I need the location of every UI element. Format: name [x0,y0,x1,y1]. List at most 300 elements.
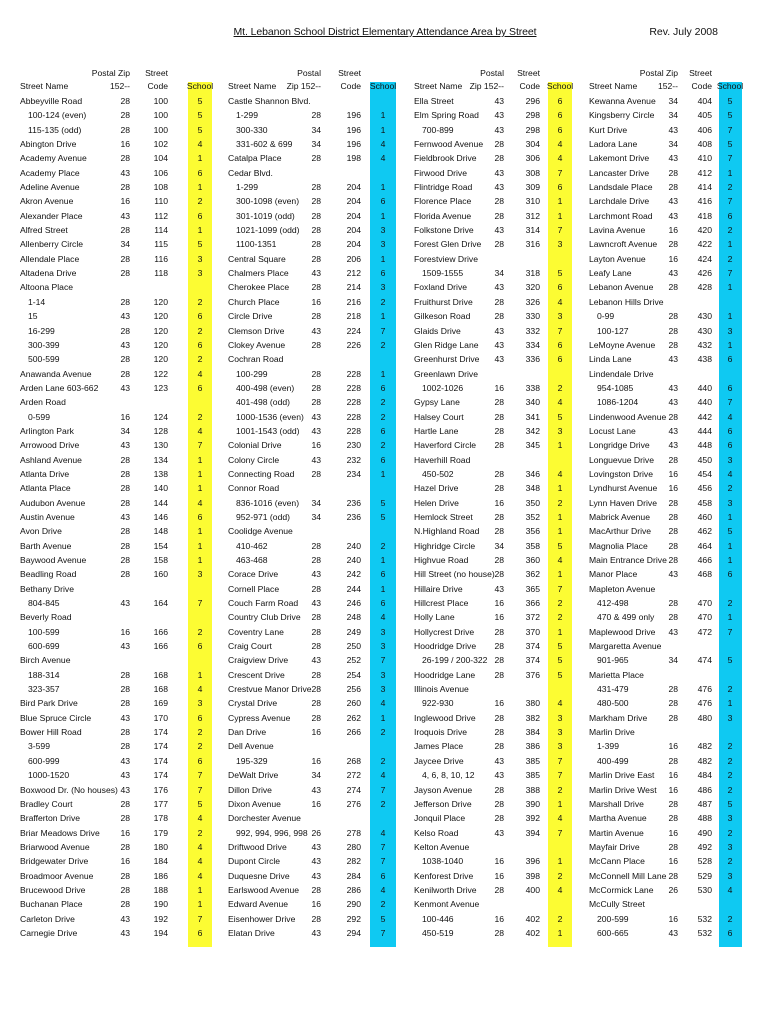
street-name: Lebanon Avenue [589,282,654,293]
street-name: 300-330 [236,124,268,135]
header-postal-zip-prefix: Zip 152-- [286,81,321,91]
school-number: 7 [197,770,203,781]
header-postal-zip-prefix: Zip 152-- [469,81,504,91]
school-number: 2 [380,397,386,408]
postal-zip: 16 [120,827,130,838]
street-name: Barth Avenue [20,540,72,551]
school-number: 2 [197,827,203,838]
postal-zip: 28 [668,813,678,824]
street-code: 122 [153,368,168,379]
postal-zip: 43 [494,755,504,766]
school-number: 1 [197,182,203,193]
street-code: 342 [525,425,540,436]
street-name: Ashland Avenue [20,454,82,465]
postal-zip: 28 [120,225,130,236]
postal-zip: 28 [494,526,504,537]
postal-zip: 28 [311,712,321,723]
postal-zip: 28 [120,296,130,307]
street-name: Helen Drive [414,497,459,508]
street-name: Halsey Court [414,411,464,422]
postal-zip: 43 [494,124,504,135]
street-code: 174 [153,770,168,781]
street-code: 430 [697,311,712,322]
school-number: 4 [727,468,733,479]
postal-zip: 28 [311,684,321,695]
postal-zip: 43 [668,397,678,408]
postal-zip: 28 [494,669,504,680]
table-row [0,266,770,280]
street-code: 158 [153,555,168,565]
street-name: 400-498 (even) [236,382,295,393]
street-code: 292 [346,913,361,924]
school-number: 1 [197,225,203,236]
school-number: 1 [557,210,563,221]
postal-zip: 28 [494,927,504,938]
street-name: Colony Circle [228,454,280,465]
street-code: 106 [153,167,168,178]
street-name: 954-1085 [597,382,634,393]
street-code: 100 [153,124,168,135]
postal-zip: 43 [494,182,504,193]
postal-zip: 28 [668,841,678,852]
school-number: 7 [380,927,386,938]
school-number: 6 [380,268,386,279]
street-code: 392 [525,813,540,824]
table-row [0,840,770,854]
postal-zip: 28 [311,583,321,594]
postal-zip: 28 [494,784,504,795]
street-name: Kenilworth Drive [414,884,477,895]
street-name: Boxwood Dr. (No houses) [20,784,118,795]
school-number: 3 [380,669,386,680]
header-street-code: Street [689,68,712,78]
street-code: 406 [697,124,712,135]
street-code: 298 [525,124,540,135]
street-code: 216 [346,296,361,307]
street-name: Bradley Court [20,798,73,809]
street-code: 450 [697,454,712,465]
street-code: 249 [346,626,361,637]
school-number: 6 [557,282,563,293]
postal-zip: 28 [494,727,504,738]
header-postal-zip: Postal [297,68,321,78]
street-name: 410-462 [236,540,268,551]
school-number: 4 [380,139,386,150]
street-code: 256 [346,684,361,695]
street-name: Circle Drive [228,311,273,322]
street-code: 100 [153,96,168,106]
table-row [0,783,770,797]
street-name: 16-299 [28,325,55,336]
street-name: Larchdale Drive [589,196,650,207]
postal-zip: 16 [668,770,678,781]
school-number: 2 [727,827,733,838]
school-number: 2 [197,727,203,738]
table-row [0,639,770,653]
school-number: 1 [380,182,386,193]
street-name: 1100-1351 [236,239,277,250]
school-number: 7 [557,225,563,236]
street-code: 234 [346,468,361,479]
postal-zip: 28 [311,225,321,236]
postal-zip: 28 [494,425,504,436]
table-row [0,553,770,567]
postal-zip: 28 [311,282,321,293]
street-code: 532 [697,927,712,938]
street-code: 112 [154,210,168,221]
postal-zip: 43 [311,655,321,666]
street-name: Lebanon Hills Drive [589,296,664,307]
street-name: Beadling Road [20,569,77,580]
street-code: 160 [153,569,168,580]
table-row [0,596,770,610]
street-name: 1001-1543 (odd) [236,425,300,436]
street-name: Marlin Drive West [589,784,657,795]
street-code: 310 [525,196,540,207]
street-name: Arden Lane 603-662 [20,382,99,393]
postal-zip: 43 [494,339,504,350]
street-name: Mayfair Drive [589,841,640,852]
postal-zip: 34 [311,124,321,135]
postal-zip: 16 [311,440,321,451]
postal-zip: 28 [120,325,130,336]
street-name: Coventry Lane [228,626,284,637]
school-number: 2 [727,755,733,766]
school-number: 1 [380,110,386,121]
street-code: 284 [346,870,361,881]
school-number: 6 [727,425,733,436]
street-code: 468 [697,569,712,580]
postal-zip: 28 [120,798,130,809]
street-name: Broadmoor Avenue [20,870,94,881]
street-code: 476 [697,684,712,695]
school-number: 1 [380,311,386,322]
street-code: 236 [346,511,361,522]
street-name: 1-299 [236,182,258,193]
postal-zip: 28 [120,124,130,135]
street-name: Margaretta Avenue [589,641,662,652]
postal-zip: 28 [668,540,678,551]
street-name: Mapleton Avenue [589,583,656,594]
school-number: 5 [727,526,733,537]
school-number: 3 [380,626,386,637]
street-name: Arrowood Drive [20,440,80,451]
postal-zip: 16 [311,755,321,766]
school-number: 3 [380,239,386,250]
street-code: 180 [153,841,168,852]
school-number: 3 [727,841,733,852]
street-code: 146 [153,511,168,522]
school-number: 2 [380,296,386,307]
street-code: 204 [346,210,361,221]
header-street-name: Street Name [414,81,463,91]
postal-zip: 43 [494,225,504,236]
street-name: 901-965 [597,655,629,666]
street-name: 100-124 (even) [28,110,87,121]
street-code: 102 [153,139,168,150]
school-number: 4 [557,813,563,824]
street-code: 454 [697,468,712,479]
school-number: 5 [197,110,203,121]
postal-zip: 34 [668,139,678,150]
school-number: 5 [727,655,733,666]
street-list [0,94,770,940]
street-code: 394 [525,827,540,838]
postal-zip: 28 [120,110,130,121]
street-code: 340 [525,397,540,408]
school-number: 2 [380,727,386,738]
school-number: 5 [727,110,733,121]
street-name: Chalmers Place [228,268,289,279]
school-number: 1 [727,282,733,293]
table-row [0,453,770,467]
street-name: LeMoyne Avenue [589,339,656,350]
postal-zip: 16 [120,139,130,150]
postal-zip: 28 [120,884,130,895]
school-number: 2 [197,626,203,637]
street-name: 1000-1536 (even) [236,411,304,422]
street-name: Beverly Road [20,612,72,623]
street-code: 178 [153,813,168,824]
school-number: 7 [380,325,386,336]
school-number: 7 [557,827,563,838]
street-name: Hartle Lane [414,425,459,436]
postal-zip: 28 [311,555,321,565]
postal-zip: 28 [494,511,504,522]
postal-zip: 28 [120,268,130,279]
street-code: 376 [525,669,540,680]
school-number: 2 [557,497,563,508]
street-name: Main Entrance Drive [589,555,667,565]
street-code: 148 [153,526,168,537]
school-number: 2 [727,684,733,695]
header-street-name: Street Name [589,81,638,91]
street-code: 130 [153,440,168,451]
table-row [0,653,770,667]
school-number: 7 [197,598,203,609]
table-row [0,123,770,137]
school-number: 6 [197,927,203,938]
postal-zip: 43 [120,784,130,795]
postal-zip: 28 [668,182,678,193]
street-name: Craigview Drive [228,655,289,666]
street-code: 426 [697,268,712,279]
school-number: 6 [380,598,386,609]
school-number: 6 [557,124,563,135]
school-number: 2 [727,182,733,193]
street-code: 286 [346,884,361,895]
street-code: 252 [346,655,361,666]
school-number: 7 [727,626,733,637]
street-code: 330 [525,311,540,322]
street-name: Academy Place [20,167,80,178]
postal-zip: 28 [311,311,321,322]
school-number: 7 [197,440,203,451]
school-number: 3 [197,569,203,580]
street-name: Allendale Place [20,253,80,264]
postal-zip: 43 [120,382,130,393]
school-number: 2 [197,411,203,422]
street-code: 418 [697,210,712,221]
street-name: Glen Ridge Lane [414,339,479,350]
street-code: 318 [525,268,540,279]
school-number: 1 [557,196,563,207]
street-code: 212 [346,268,361,279]
school-number: 4 [557,468,563,479]
postal-zip: 43 [311,268,321,279]
street-code: 404 [697,96,712,106]
header-postal-zip-prefix: 152-- [657,81,678,91]
street-code: 244 [346,583,361,594]
school-number: 1 [197,884,203,895]
street-name: Fernwood Avenue [414,139,484,150]
school-number: 6 [727,210,733,221]
postal-zip: 28 [668,167,678,178]
street-name: 804-845 [28,598,60,609]
street-name: 0-99 [597,311,615,322]
school-number: 1 [727,555,733,565]
street-name: Buchanan Place [20,899,83,910]
school-number: 4 [557,153,563,164]
school-number: 6 [380,870,386,881]
street-name: 1000-1520 [28,770,70,781]
school-number: 6 [727,569,733,580]
street-code: 226 [346,339,361,350]
street-code: 254 [346,669,361,680]
street-name: 301-1019 (odd) [236,210,295,221]
school-number: 4 [557,698,563,709]
postal-zip: 28 [311,253,321,264]
school-number: 4 [197,856,203,867]
postal-zip: 43 [668,268,678,279]
postal-zip: 43 [494,770,504,781]
street-code: 294 [346,927,361,938]
school-number: 5 [380,913,386,924]
postal-zip: 34 [311,497,321,508]
school-number: 3 [557,727,563,738]
postal-zip: 34 [668,96,678,106]
postal-zip: 28 [120,569,130,580]
postal-zip: 28 [668,755,678,766]
street-name: Hill Street (no house) [414,569,495,580]
street-code: 246 [346,598,361,609]
postal-zip: 43 [311,425,321,436]
table-row [0,137,770,151]
school-number: 1 [727,311,733,322]
table-row [0,166,770,180]
postal-zip: 43 [120,913,130,924]
street-name: Carnegie Drive [20,927,78,938]
street-name: DeWalt Drive [228,770,279,781]
street-name: Arlington Park [20,425,74,436]
school-number: 1 [727,511,733,522]
school-number: 6 [197,311,203,322]
postal-zip: 34 [494,268,504,279]
school-number: 2 [727,225,733,236]
street-code: 341 [525,411,540,422]
school-number: 3 [380,282,386,293]
street-code: 228 [346,425,361,436]
school-number: 6 [380,196,386,207]
postal-zip: 28 [311,339,321,350]
postal-zip: 28 [311,382,321,393]
school-number: 1 [380,712,386,723]
school-number: 5 [197,96,203,106]
street-name: Dixon Avenue [228,798,281,809]
street-code: 338 [525,382,540,393]
street-code: 120 [153,311,168,322]
school-number: 2 [380,339,386,350]
street-name: 3-599 [28,741,50,752]
street-code: 228 [346,411,361,422]
school-number: 5 [380,497,386,508]
school-number: 1 [557,526,563,537]
street-name: Briarwood Avenue [20,841,90,852]
school-number: 1 [197,153,203,164]
postal-zip: 16 [311,296,321,307]
street-code: 218 [346,311,361,322]
street-code: 164 [153,598,168,609]
street-code: 384 [525,727,540,738]
school-number: 6 [557,339,563,350]
school-number: 3 [557,311,563,322]
postal-zip: 28 [311,153,321,164]
header-street-code-label: Code [519,81,540,91]
table-row [0,295,770,309]
street-name: 1-299 [236,110,258,121]
school-number: 2 [380,755,386,766]
postal-zip: 16 [311,727,321,738]
street-code: 472 [697,626,712,637]
street-code: 334 [525,339,540,350]
postal-zip: 34 [311,511,321,522]
street-code: 440 [697,397,712,408]
postal-zip: 28 [120,497,130,508]
postal-zip: 28 [668,684,678,695]
postal-zip: 28 [668,239,678,250]
school-number: 1 [197,468,203,479]
postal-zip: 28 [311,397,321,408]
street-code: 438 [697,354,712,365]
street-code: 528 [697,856,712,867]
school-number: 2 [380,440,386,451]
street-name: Crystal Drive [228,698,278,709]
street-name: Hollycrest Drive [414,626,475,637]
street-code: 280 [346,841,361,852]
postal-zip: 28 [120,684,130,695]
table-row [0,410,770,424]
postal-zip: 28 [494,483,504,494]
street-name: Duquesne Drive [228,870,290,881]
street-code: 529 [697,870,712,881]
street-code: 204 [346,196,361,207]
school-number: 7 [557,583,563,594]
street-name: Elatan Drive [228,927,275,938]
table-row [0,768,770,782]
street-name: Cochran Road [228,354,284,365]
street-code: 428 [697,282,712,293]
postal-zip: 16 [120,856,130,867]
table-row [0,94,770,108]
postal-zip: 28 [120,96,130,106]
school-number: 2 [557,913,563,924]
school-number: 3 [727,712,733,723]
street-code: 104 [153,153,168,164]
street-name: McCormick Lane [589,884,654,895]
postal-zip: 28 [311,110,321,121]
school-number: 2 [727,483,733,494]
street-code: 100 [153,110,168,121]
